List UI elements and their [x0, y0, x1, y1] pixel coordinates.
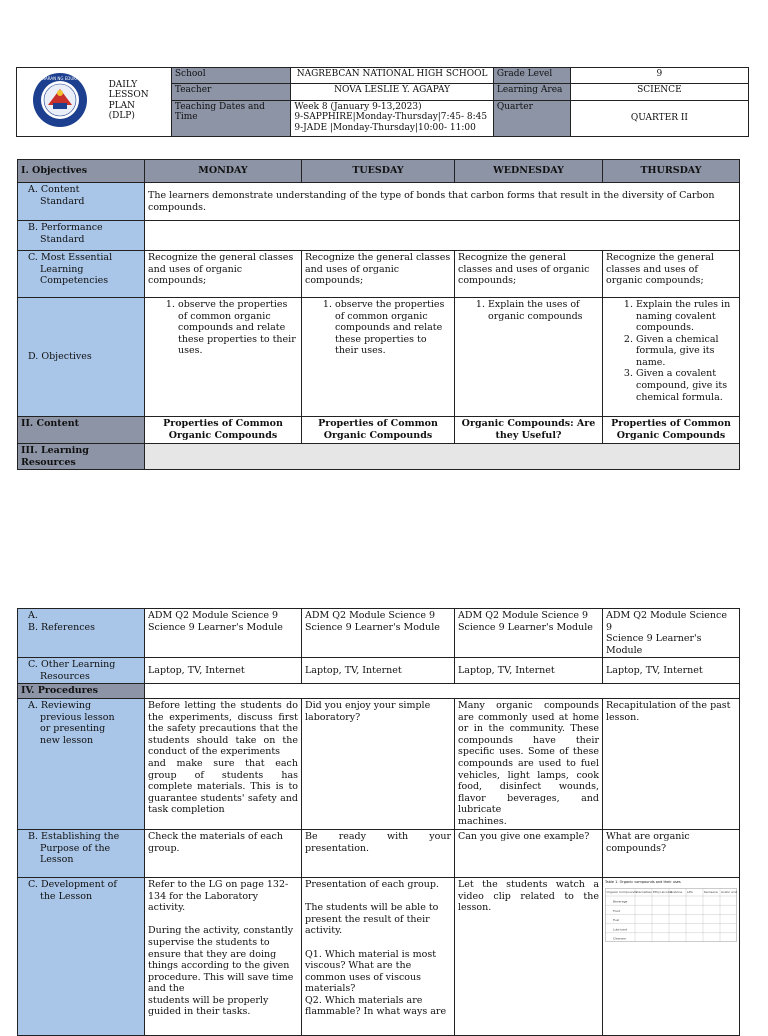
table-image-header: Viscosities [636, 890, 652, 895]
development-monday: Refer to the LG on page 132-134 for the Laboratory activity. During the activity, constantly supervise the students to ensure that they are doing things according to the given procedure. This will save time and the students will be properly guided in their tasks. [145, 878, 302, 1036]
purpose-wednesday: Can you give one example? [455, 830, 603, 878]
table-image-header: Organic Compounds [606, 890, 637, 895]
day-header-thursday: THURSDAY [603, 160, 740, 183]
learning-area-value: SCIENCE [570, 84, 748, 100]
content-thursday: Properties of Common Organic Compounds [603, 417, 740, 444]
table-image-row-label: Fuel [613, 918, 620, 923]
learning-resources-row [145, 444, 740, 470]
school-label: School [171, 68, 290, 84]
learning-resources-heading: III. Learning Resources [18, 444, 145, 470]
references-thursday: ADM Q2 Module Science 9 Science 9 Learner's Module [603, 609, 740, 658]
review-tuesday: Did you enjoy your simple laboratory? [302, 699, 455, 830]
organic-compounds-table-image [605, 880, 737, 942]
melc-tuesday: Recognize the general classes and uses of organic compounds; [302, 251, 455, 298]
header-table [16, 67, 749, 137]
grade-level-label: Grade Level [493, 68, 570, 84]
table-image-grid [605, 888, 737, 942]
quarter-label: Quarter [493, 100, 570, 136]
references-wednesday: ADM Q2 Module Science 9 Science 9 Learner's Module [455, 609, 603, 658]
purpose-label: B. Establishing the Purpose of the Lesson [18, 830, 145, 878]
table-image-row-label: Cleanser [613, 936, 627, 941]
list-item: 1. observe the properties of common organic compounds and relate these properties to their uses. [178, 299, 298, 357]
table-image-header: Acetic acid [721, 890, 737, 895]
list-item: 1. Explain the rules in naming covalent compounds. [636, 299, 736, 334]
other-resources-monday: Laptop, TV, Internet [145, 658, 302, 684]
content-standard-value: The learners demonstrate understanding of the type of bonds that carbon forms that result in the diversity of Carbon compounds. [145, 183, 740, 221]
content-tuesday: Properties of Common Organic Compounds [302, 417, 455, 444]
day-header-tuesday: TUESDAY [302, 160, 455, 183]
development-label: C. Development of the Lesson [18, 878, 145, 1036]
purpose-tuesday: Be ready with your presentation. [302, 830, 455, 878]
teaching-dates-value: Week 8 (January 9-13,2023) 9-SAPPHIRE|Monday-Thursday|7:45- 8:45 9-JADE |Monday-Thursday|10:00- 11:00 [291, 100, 493, 136]
development-tuesday: Presentation of each group. The students will be able to present the result of their activity. Q1. Which material is most viscous? What are the common uses of viscous materials? Q2. Which materials are flammable? In what ways are [302, 878, 455, 1036]
day-header-monday: MONDAY [145, 160, 302, 183]
procedures-heading: IV. Procedures [18, 684, 145, 699]
review-label: A. Reviewing previous lesson or presenting new lesson [18, 699, 145, 830]
procedures-row [145, 684, 740, 699]
table-image-caption: Table 1. Organic compounds and their uses [605, 880, 681, 885]
teacher-value: NOVA LESLIE Y. AGAPAY [291, 84, 493, 100]
day-header-wednesday: WEDNESDAY [455, 160, 603, 183]
objectives-wednesday [455, 298, 603, 417]
references-label-b: B. References [28, 621, 96, 633]
objectives-monday [145, 298, 302, 417]
references-tuesday: ADM Q2 Module Science 9 Science 9 Learner's Module [302, 609, 455, 658]
objectives-heading: I. Objectives [18, 160, 145, 183]
development-thursday [603, 878, 740, 1036]
list-item: 3. Given a covalent compound, give its chemical formula. [636, 368, 736, 403]
table-image-row-label: Lubricant [613, 927, 628, 932]
procedures-table [17, 608, 740, 1036]
other-resources-tuesday: Laptop, TV, Internet [302, 658, 455, 684]
other-resources-thursday: Laptop, TV, Internet [603, 658, 740, 684]
performance-standard-label: B. Performance Standard [18, 221, 145, 251]
references-monday: ADM Q2 Module Science 9 Science 9 Learner's Module [145, 609, 302, 658]
table-image-header: Kerosene [704, 890, 718, 895]
content-monday: Properties of Common Organic Compounds [145, 417, 302, 444]
performance-standard-value [145, 221, 740, 251]
other-resources-label: C. Other Learning Resources [18, 658, 145, 684]
quarter-value: QUARTER II [570, 100, 748, 136]
svg-text:KAGAWARAN NG EDUKASYON: KAGAWARAN NG EDUKASYON [30, 76, 90, 81]
teacher-label: Teacher [171, 84, 290, 100]
objectives-label: D. Objectives [18, 298, 145, 417]
purpose-monday: Check the materials of each group. [145, 830, 302, 878]
teaching-dates-label: Teaching Dates and Time [171, 100, 290, 136]
content-heading: II. Content [18, 417, 145, 444]
school-value: NAGREBCAN NATIONAL HIGH SCHOOL [291, 68, 493, 84]
content-standard-label: A. Content Standard [18, 183, 145, 221]
table-image-row-label: Food [613, 908, 621, 913]
content-wednesday: Organic Compounds: Are they Useful? [455, 417, 603, 444]
dlp-title: DAILY LESSON PLAN (DLP) [106, 68, 172, 137]
melc-thursday: Recognize the general classes and uses of organic compounds; [603, 251, 740, 298]
purpose-thursday: What are organic compounds? [603, 830, 740, 878]
deped-logo-cell [17, 68, 106, 137]
review-monday: Before letting the students do the experiments, discuss first the safety precautions that the students should take on the conduct of the experiments and make sure that each group of students has complete materials. This is to guarantee students' safety and task completion [145, 699, 302, 830]
objectives-tuesday [302, 298, 455, 417]
references-label-a: A. [28, 610, 38, 621]
melc-monday: Recognize the general classes and uses of organic compounds; [145, 251, 302, 298]
list-item: 2. Given a chemical formula, give its name. [636, 334, 736, 369]
list-item: 1. Explain the uses of organic compounds [488, 299, 599, 322]
other-resources-wednesday: Laptop, TV, Internet [455, 658, 603, 684]
table-image-row-label: Beverage [613, 899, 628, 904]
table-image-header: Ethyl alcohol [653, 890, 673, 895]
review-thursday: Recapitulation of the past lesson. [603, 699, 740, 830]
learning-area-label: Learning Area [493, 84, 570, 100]
table-image-header: LPG [687, 890, 693, 895]
table-image-header: Acetone [670, 890, 683, 895]
objectives-table [17, 159, 740, 470]
grade-level-value: 9 [570, 68, 748, 84]
references-label [18, 609, 145, 658]
melc-wednesday: Recognize the general classes and uses of organic compounds; [455, 251, 603, 298]
deped-seal-logo [21, 71, 99, 129]
review-wednesday: Many organic compounds are commonly used at home or in the community. These compounds have their specific uses. Some of these compounds are used to fuel vehicles, light lamps, cook food, disinfect wounds, flavor beverages, and lubricate machines. [455, 699, 603, 830]
development-wednesday: Let the students watch a video clip related to the lesson. [455, 878, 603, 1036]
melc-label: C. Most Essential Learning Competencies [18, 251, 145, 298]
objectives-thursday [603, 298, 740, 417]
list-item: 1. observe the properties of common organic compounds and relate these properties to their uses. [335, 299, 451, 357]
